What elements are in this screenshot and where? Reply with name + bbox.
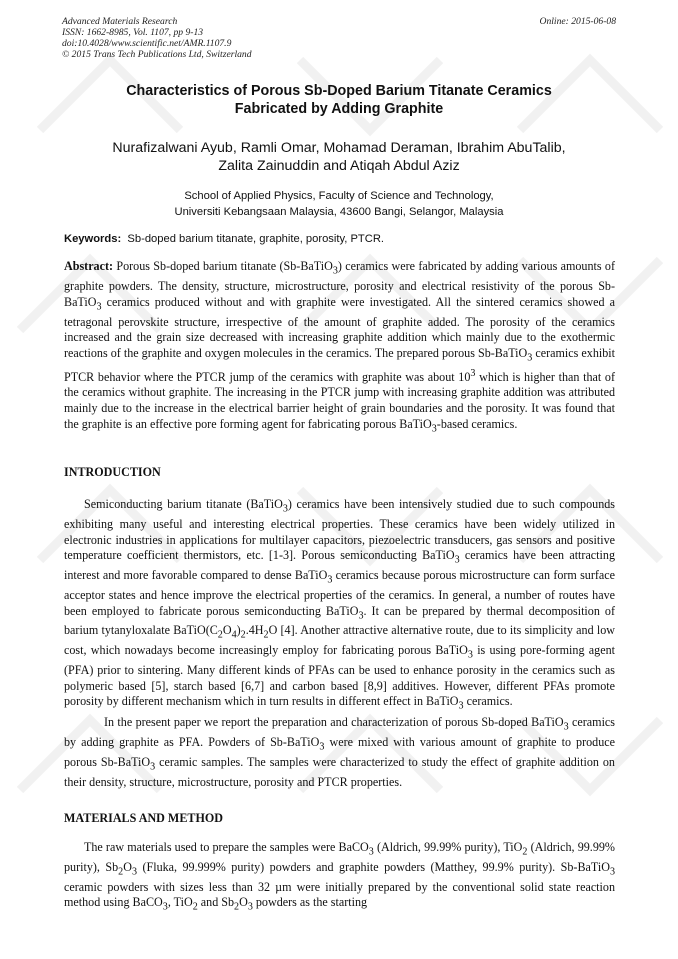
body-text: ceramics by adding graphite as PFA. Powders of Sb-BaTiO [64, 715, 616, 749]
body-text: O [222, 623, 232, 638]
body-text: ) ceramics have been intensively studied due to such compounds exhibiting many useful and interesting electrical properties. These ceramics have been widely utilized in electronic industries in applications for multilayer capacitors, piezoelectric transducers, gas sensors and positive temperature coefficient thermistors, etc. [1-3]. Porous semiconducting BaTiO [64, 497, 615, 563]
subscript: 3 [319, 741, 325, 753]
intro-paragraph-1 [64, 497, 615, 714]
subscript: 3 [527, 352, 533, 364]
affiliation-line-1: School of Applied Physics, Faculty of Science and Technology, [184, 190, 494, 202]
abstract-text: ceramics exhibit PTCR behavior where the PTCR jump of the ceramics with graphite was about 10 [64, 345, 616, 384]
section-heading-introduction: INTRODUCTION [64, 465, 161, 479]
body-text: (Fluka, 99.999% purity) powders and graphite powders (Matthey, 99.9% purity). Sb-BaTiO [137, 859, 610, 874]
methods-paragraph-1 [64, 840, 615, 915]
body-text: O [123, 859, 132, 874]
subscript: 2 [192, 901, 198, 913]
body-text: ceramic samples. The samples were characterized to study the effect of graphite addition on their density, structure, microstructure, porosity and PTCR properties. [64, 754, 615, 789]
subscript: 3 [282, 503, 288, 515]
subscript: 3 [131, 866, 137, 878]
subscript: 3 [358, 609, 364, 621]
copyright-line: © 2015 Trans Tech Publications Ltd, Switzerland [62, 49, 252, 60]
keywords-label: Keywords: [64, 233, 122, 245]
subscript: 3 [368, 846, 374, 858]
subscript: 3 [458, 700, 464, 712]
abstract-text: which is higher than that of the ceramics without graphite. The increasing in the PTCR jump with increasing graphite addition was attributed mainly due to the increase in the electrical barrier height of grain boundaries and the porosity. It was found that the graphite is an effective pore forming agent for fabricating porous BaTiO [64, 369, 615, 431]
subscript: 3 [96, 301, 102, 312]
body-text: ceramics. [463, 694, 513, 709]
body-text: O [239, 895, 248, 910]
subscript: 2 [118, 866, 124, 878]
abstract [64, 259, 615, 437]
online-date: Online: 2015-06-08 [539, 16, 616, 27]
intro-paragraph-2 [64, 715, 615, 790]
superscript: 3 [470, 367, 476, 379]
body-text: O [4]. Another attractive alternative route, due to its simplicity and low cost, which nowadays become increasingly employ for fabricating porous BaTiO [64, 623, 615, 658]
keywords [64, 232, 616, 247]
title-line-2: Fabricated by Adding Graphite [234, 101, 444, 117]
abstract-label: Abstract: [64, 259, 114, 273]
subscript: 4 [231, 629, 237, 641]
body-text: is using pore-forming agent (PFA) prior to sintering. Many different kinds of PFAs can be used to enhance porosity in the ceramics such as polymeric based [5], starch based [6,7] and carbon based [8,9] additives. However, different PFAs promote porosity by different mechanism which in turn results in different effect in BaTiO [64, 643, 615, 709]
authors-line-1: Nurafizalwani Ayub, Ramli Omar, Mohamad Deraman, Ibrahim AbuTalib, [112, 140, 566, 156]
paper-title [62, 82, 616, 118]
subscript: 2 [217, 629, 223, 641]
subscript: 2 [522, 846, 528, 858]
body-text: and Sb [197, 895, 235, 910]
author-list [62, 139, 616, 175]
authors-line-2: Zalita Zainuddin and Atiqah Abdul Aziz [218, 158, 460, 174]
body-text: The raw materials used to prepare the samples were BaCO [84, 840, 369, 854]
doi-line: doi:10.4028/www.scientific.net/AMR.1107.9 [62, 38, 232, 49]
body-text: were mixed with various amount of graphite to produce porous Sb-BaTiO [64, 734, 616, 769]
affiliation [62, 188, 616, 220]
abstract-text: ) ceramics were fabricated by adding various amounts of graphite powders. The density, structure, microstructure, porosity and electrical resistivity of the porous Sb-BaTiO [64, 259, 615, 309]
subscript: 3 [431, 423, 437, 434]
body-text: .4H [245, 623, 264, 638]
body-text: ceramic powders with sizes less than 32 µm were initially prepared by the conventional solid state reaction method using BaCO [64, 879, 615, 910]
journal-name: Advanced Materials Research [62, 16, 178, 27]
body-text: powders as the starting [252, 895, 368, 910]
body-text: ceramics because porous microstructure can form surface acceptor states and hence improve the electrical properties of the ceramics. In general, a number of routes have been employed to fabricate porous semiconducting BaTiO [64, 568, 615, 618]
affiliation-line-2: Universiti Kebangsaan Malaysia, 43600 Bangi, Selangor, Malaysia [174, 206, 504, 218]
subscript: 3 [609, 866, 615, 878]
subscript: 3 [467, 649, 473, 661]
body-text: In the present paper we report the preparation and characterization of porous Sb-doped BaTiO [104, 715, 564, 729]
body-text: (Aldrich, 99.99% purity), Sb [64, 840, 615, 874]
title-line-1: Characteristics of Porous Sb-Doped Barium Titanate Ceramics [126, 83, 552, 99]
body-text: ceramics have been attracting interest and more favorable compared to dense BaTiO [64, 548, 615, 582]
abstract-text: Porous Sb-doped barium titanate (Sb-BaTiO [116, 259, 333, 273]
subscript: 3 [162, 901, 168, 913]
subscript: 2 [234, 901, 240, 913]
body-text: Semiconducting barium titanate (BaTiO [84, 497, 283, 511]
subscript: 3 [247, 901, 253, 913]
journal-header [62, 16, 616, 60]
body-text: (Aldrich, 99.99% purity), TiO [373, 840, 523, 854]
subscript: 2 [240, 629, 246, 641]
issn-line: ISSN: 1662-8985, Vol. 1107, pp 9-13 [62, 27, 204, 38]
subscript: 3 [327, 574, 333, 586]
abstract-text: ceramics produced without and with graphite were investigated. All the sintered ceramics showed a tetragonal perovskite structure, irrespective of the amount of graphite added. The porosity of the ceramics increased and the grain size decreased with increasing graphite addition which mainly due to the exothermic reactions of the graphite and oxygen molecules in the ceramics. The prepared porous Sb-BaTiO [64, 294, 615, 360]
keywords-text: Sb-doped barium titanate, graphite, porosity, PTCR. [127, 233, 385, 245]
subscript: 3 [150, 761, 156, 773]
subscript: 3 [563, 721, 569, 733]
section-heading-materials-and-method: MATERIALS AND METHOD [64, 811, 224, 825]
abstract-text: -based ceramics. [436, 416, 518, 431]
subscript: 2 [263, 629, 269, 641]
body-text: , TiO [167, 895, 193, 910]
body-text: ) [236, 623, 241, 638]
subscript: 3 [454, 554, 460, 566]
subscript: 3 [332, 265, 338, 277]
body-text: . It can be prepared by thermal decomposition of barium tytanyloxalate BaTiO(C [64, 603, 615, 638]
